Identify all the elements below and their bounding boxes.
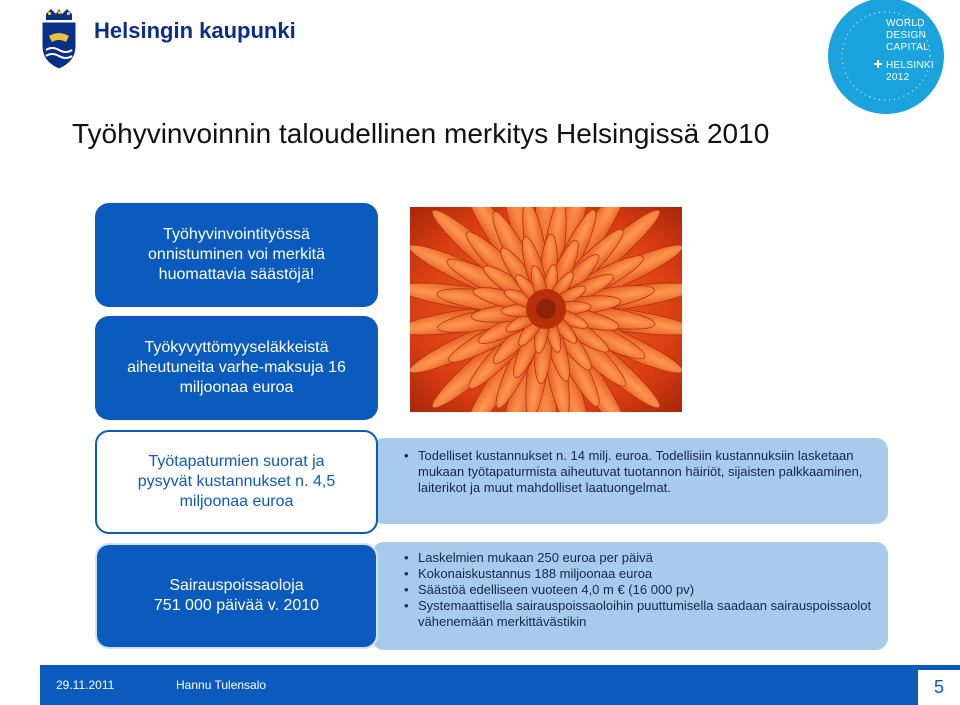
helsinki-crest-icon bbox=[38, 8, 80, 70]
sick-leave-detail-box bbox=[372, 542, 888, 650]
accident-costs-box bbox=[95, 430, 378, 534]
pension-costs-box bbox=[95, 316, 378, 420]
badge-line: WORLD bbox=[886, 18, 925, 29]
sick-leave-detail-item: • Säästöä edelliseen vuoteen 4,0 m € (16 000 pv) bbox=[404, 582, 872, 598]
footer-date: 29.11.2011 bbox=[56, 678, 115, 692]
sick-leave-detail-item: • Kokonaiskustannus 188 miljoonaa euroa bbox=[404, 566, 872, 582]
badge-line: DESIGN bbox=[886, 30, 927, 41]
footer-bar bbox=[0, 665, 960, 705]
pension-costs-text: Työkyvyttömyyseläkkeistä aiheutuneita varhe-maksuja 16 miljoonaa euroa bbox=[127, 339, 346, 396]
slide-number: 5 bbox=[918, 670, 960, 705]
sick-leave-detail-item: • Systemaattisella sairauspoissaoloihin puuttumisella saadaan sairauspoissaolot vähenemään merkittävästikin bbox=[404, 598, 872, 630]
footer-margin bbox=[0, 665, 40, 705]
accidents-detail-box bbox=[372, 438, 888, 524]
sick-leave-detail-item: • Laskelmien mukaan 250 euroa per päivä bbox=[404, 550, 872, 566]
accidents-detail-item: • Todelliset kustannukset n. 14 milj. euroa. Todellisiin kustannuksiin lasketaan mukaan työtapaturmista aiheutuvat tuotannon häiriöt, sijaisten palkkaaminen, laiterikot ja muut mahdolliset laatuongelmat. bbox=[404, 448, 872, 496]
savings-box bbox=[95, 203, 378, 307]
accidents-detail-list bbox=[404, 448, 872, 496]
accident-costs-text: Työtapaturmien suorat ja pysyvät kustannukset n. 4,5 miljoonaa euroa bbox=[137, 453, 336, 510]
footer-author: Hannu Tulensalo bbox=[176, 678, 267, 692]
sick-leave-box bbox=[95, 543, 378, 649]
badge-text bbox=[886, 18, 934, 84]
savings-text: Työhyvinvointityössä onnistuminen voi merkitä huomattavia säästöjä! bbox=[148, 226, 325, 283]
slide-title: Työhyvinvoinnin taloudellinen merkitys Helsingissä 2010 bbox=[72, 118, 770, 149]
sick-leave-days-value: 751 000 päivää v. 2010 bbox=[153, 597, 320, 614]
sick-leave-detail-list bbox=[404, 550, 872, 630]
badge-line: HELSINKI bbox=[886, 60, 934, 71]
badge-line: 2012 bbox=[886, 72, 910, 83]
sick-leave-days-label: Sairauspoissaoloja bbox=[169, 577, 304, 594]
badge-line: CAPITAL bbox=[886, 42, 930, 53]
flower-photo bbox=[410, 207, 682, 412]
brand-name: Helsingin kaupunki bbox=[94, 18, 296, 43]
